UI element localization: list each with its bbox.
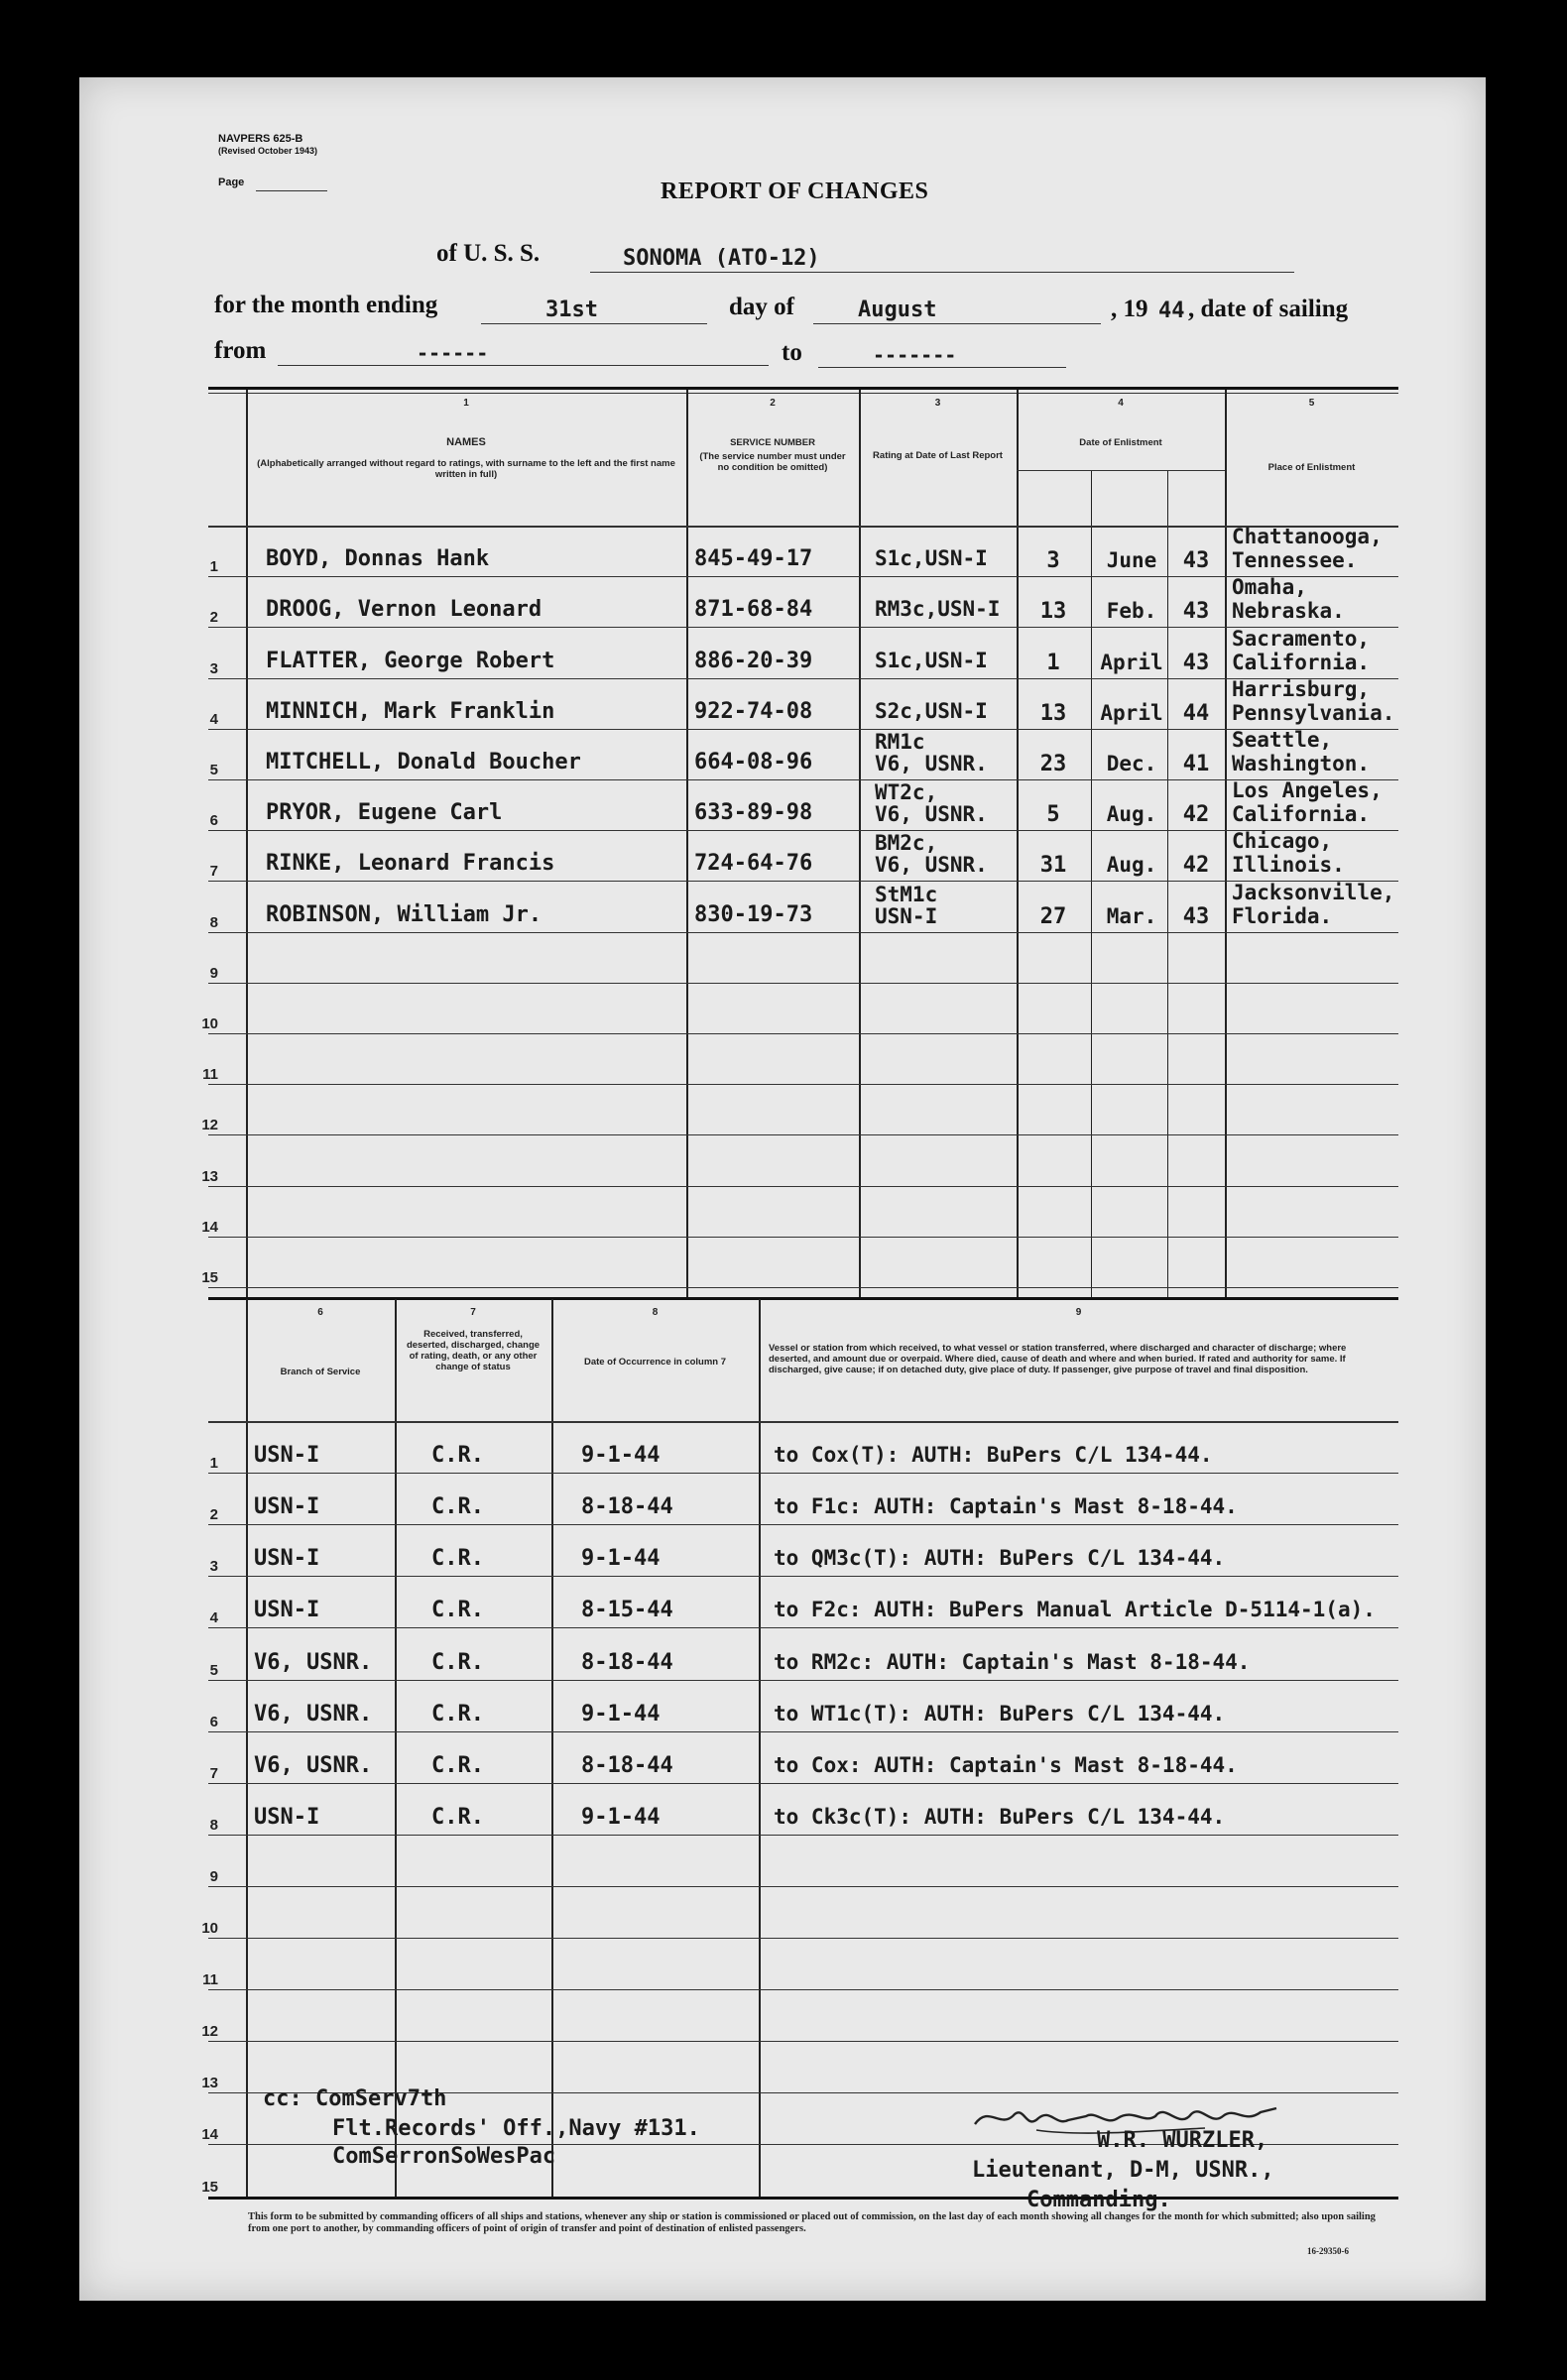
change-of-status: C.R. xyxy=(431,1546,484,1572)
col3-number: 3 xyxy=(934,398,941,409)
change-of-status: C.R. xyxy=(431,1701,484,1726)
place-line-2: Florida. xyxy=(1232,903,1333,928)
branch-of-service: USN-I xyxy=(254,1598,320,1623)
occurrence-date: 8-18-44 xyxy=(581,1494,673,1520)
service-number: 886-20-39 xyxy=(694,648,813,673)
place-line-2: Pennsylvania. xyxy=(1232,700,1395,725)
branch-of-service: USN-I xyxy=(254,1443,320,1469)
place-line-2: Washington. xyxy=(1232,752,1371,775)
enlist-day: 13 xyxy=(1039,599,1067,625)
rating-line-1: RM1c xyxy=(875,730,925,754)
service-number: 871-68-84 xyxy=(694,597,813,623)
place-line-1: Jacksonville, xyxy=(1232,880,1395,904)
remarks: to WT1c(T): AUTH: BuPers C/L 134-44. xyxy=(774,1701,1226,1726)
row-number: 9 xyxy=(209,964,218,982)
signer-rank: Lieutenant, D-M, USNR., xyxy=(972,2158,1274,2183)
page-title: REPORT OF CHANGES xyxy=(661,178,929,204)
change-of-status: C.R. xyxy=(431,1649,484,1675)
footer-instructions: This form to be submitted by commanding officers of all ships and stations, whenever any ship or station is commissioned or placed out of commission, on the last day of each month showing all changes for the month for which submitted; also upon sailing from one port to another, by commanding officers of point of origin of transfer and point of destination of enlisted passengers. xyxy=(248,2211,1376,2234)
enlist-year: 43 xyxy=(1182,650,1210,675)
enlist-month: Feb. xyxy=(1106,599,1157,624)
enlist-month: Mar. xyxy=(1106,903,1157,928)
day-of-label: day of xyxy=(729,294,794,320)
enlist-year: 42 xyxy=(1182,802,1210,828)
row-number: 8 xyxy=(209,913,218,931)
signer-title: Commanding. xyxy=(1026,2188,1171,2212)
year-value: 44 xyxy=(1158,298,1185,323)
row-number: 6 xyxy=(209,812,218,830)
row-number: 11 xyxy=(202,1066,218,1084)
remarks: to F1c: AUTH: Captain's Mast 8-18-44. xyxy=(774,1494,1238,1519)
row-number: 2 xyxy=(209,1506,218,1524)
remarks: to QM3c(T): AUTH: BuPers C/L 134-44. xyxy=(774,1546,1226,1571)
service-number-subheader: (The service number must under no condition be omitted) xyxy=(699,451,846,473)
occurrence-date: 8-18-44 xyxy=(581,1752,673,1778)
row-number: 5 xyxy=(209,1661,218,1679)
row-number: 2 xyxy=(209,609,218,627)
occurrence-date: 9-1-44 xyxy=(581,1546,661,1572)
place-line-1: Los Angeles, xyxy=(1232,778,1383,803)
place-line-1: Harrisburg, xyxy=(1232,676,1371,701)
branch-header: Branch of Service xyxy=(280,1367,361,1377)
rating: RM3c,USN-I xyxy=(875,597,1001,622)
page-label: Page xyxy=(218,177,245,188)
row-number: 8 xyxy=(209,1816,218,1834)
from-label: from xyxy=(214,337,267,364)
rating-line-2: V6, USNR. xyxy=(875,802,988,827)
enlist-year: 43 xyxy=(1182,548,1210,574)
service-number-header: SERVICE NUMBER xyxy=(730,437,815,448)
row-number: 15 xyxy=(201,1269,218,1286)
form-revised: (Revised October 1943) xyxy=(218,146,318,156)
occurrence-date-header: Date of Occurrence in column 7 xyxy=(583,1357,727,1368)
member-name: PRYOR, Eugene Carl xyxy=(266,800,503,826)
row-number: 12 xyxy=(201,2023,218,2041)
enlist-month: June xyxy=(1106,548,1157,573)
rating: S1c,USN-I xyxy=(875,546,988,571)
row-number: 1 xyxy=(209,1455,218,1473)
enlist-day: 27 xyxy=(1039,903,1067,929)
member-name: DROOG, Vernon Leonard xyxy=(266,597,542,623)
place-line-1: Omaha, xyxy=(1232,575,1307,600)
occurrence-date: 9-1-44 xyxy=(581,1804,661,1830)
cc-line-1: cc: ComServ7th xyxy=(263,2086,447,2111)
col6-number: 6 xyxy=(317,1307,323,1318)
year-prefix: , 19 xyxy=(1111,296,1148,322)
col1-number: 1 xyxy=(463,398,469,409)
row-number: 15 xyxy=(201,2178,218,2196)
enlist-year: 44 xyxy=(1182,700,1210,726)
branch-of-service: USN-I xyxy=(254,1546,320,1572)
row-number: 7 xyxy=(209,1764,218,1782)
enlist-year: 42 xyxy=(1182,853,1210,879)
of-uss-label: of U. S. S. xyxy=(436,240,541,267)
remarks: to F2c: AUTH: BuPers Manual Article D-5114-1(a). xyxy=(774,1598,1376,1622)
enlist-month: April xyxy=(1100,650,1163,674)
names-header: NAMES xyxy=(446,436,486,448)
place-line-2: California. xyxy=(1232,802,1371,827)
remarks: to Cox(T): AUTH: BuPers C/L 134-44. xyxy=(774,1443,1213,1468)
rating-line-2: V6, USNR. xyxy=(875,752,988,775)
col5-number: 5 xyxy=(1308,398,1315,409)
rating-line-1: WT2c, xyxy=(875,780,938,805)
row-number: 10 xyxy=(201,1920,218,1937)
service-number: 724-64-76 xyxy=(694,851,813,877)
change-of-status: C.R. xyxy=(431,1494,484,1520)
branch-of-service: USN-I xyxy=(254,1804,320,1830)
member-name: BOYD, Donnas Hank xyxy=(266,546,490,572)
member-name: FLATTER, George Robert xyxy=(266,648,555,673)
branch-of-service: V6, USNR. xyxy=(254,1701,373,1726)
change-of-status: C.R. xyxy=(431,1598,484,1623)
branch-of-service: USN-I xyxy=(254,1494,320,1520)
place-line-1: Seattle, xyxy=(1232,728,1333,752)
change-of-status: C.R. xyxy=(431,1443,484,1469)
col7-number: 7 xyxy=(470,1307,476,1318)
row-number: 7 xyxy=(209,863,218,881)
from-value: ------ xyxy=(417,341,489,365)
row-number: 1 xyxy=(209,558,218,576)
signer-name: W.R. WURZLER, xyxy=(1097,2128,1268,2153)
enlist-month: Aug. xyxy=(1106,853,1157,878)
enlist-day: 23 xyxy=(1039,752,1067,776)
service-number: 664-08-96 xyxy=(694,750,813,774)
col4-number: 4 xyxy=(1118,398,1124,409)
rating: S1c,USN-I xyxy=(875,648,988,672)
remarks-header: Vessel or station from which received, to what vessel or station transferred, where discharged and character of discharge; where deserted, and amount due or overpaid. Where died, cause of death and where and when buried. If rated and authority for same. If discharged, give cause; if on detached duty, give place of duty. If passenger, give purpose of travel and final disposition. xyxy=(769,1343,1347,1375)
rating-line-1: BM2c, xyxy=(875,831,938,856)
enlist-year: 43 xyxy=(1182,903,1210,929)
ship-name: SONOMA (ATO-12) xyxy=(623,246,820,271)
enlist-day: 1 xyxy=(1046,650,1060,675)
date-of-sailing-label: , date of sailing xyxy=(1188,296,1349,322)
form-code: NAVPERS 625-B xyxy=(218,133,303,145)
row-number: 13 xyxy=(201,2075,218,2092)
enlist-day: 31 xyxy=(1039,853,1067,879)
enlist-day: 5 xyxy=(1046,802,1060,828)
enlistment-place-header: Place of Enlistment xyxy=(1267,462,1356,473)
enlist-month: April xyxy=(1100,700,1163,725)
row-number: 14 xyxy=(201,1218,218,1236)
cc-line-2: Flt.Records' Off.,Navy #131. xyxy=(332,2116,700,2141)
col8-number: 8 xyxy=(652,1307,659,1318)
enlist-day: 13 xyxy=(1039,700,1067,726)
member-name: RINKE, Leonard Francis xyxy=(266,851,555,877)
branch-of-service: V6, USNR. xyxy=(254,1752,373,1778)
change-header: Received, transferred, deserted, discharged, change of rating, death, or any other change of status xyxy=(406,1329,541,1372)
rating-line-2: V6, USNR. xyxy=(875,853,988,878)
member-name: ROBINSON, William Jr. xyxy=(266,901,542,927)
service-number: 922-74-08 xyxy=(694,698,813,724)
col9-number: 9 xyxy=(1075,1307,1082,1318)
place-line-1: Chicago, xyxy=(1232,829,1333,854)
cc-line-3: ComSerronSoWesPac xyxy=(332,2144,556,2169)
remarks: to Cox: AUTH: Captain's Mast 8-18-44. xyxy=(774,1752,1238,1777)
place-line-2: Tennessee. xyxy=(1232,548,1358,573)
names-subheader: (Alphabetically arranged without regard to ratings, with surname to the left and the first name written in full) xyxy=(257,458,675,480)
to-value: ------- xyxy=(873,343,957,367)
rating-header: Rating at Date of Last Report xyxy=(873,450,1003,461)
row-number: 14 xyxy=(201,2126,218,2144)
branch-of-service: V6, USNR. xyxy=(254,1649,373,1675)
occurrence-date: 9-1-44 xyxy=(581,1443,661,1469)
row-number: 12 xyxy=(201,1117,218,1134)
enlist-year: 43 xyxy=(1182,599,1210,625)
occurrence-date: 8-18-44 xyxy=(581,1649,673,1675)
occurrence-date: 9-1-44 xyxy=(581,1701,661,1726)
place-line-2: Illinois. xyxy=(1232,853,1345,878)
change-of-status: C.R. xyxy=(431,1804,484,1830)
col2-number: 2 xyxy=(770,398,776,409)
service-number: 845-49-17 xyxy=(694,546,813,572)
month-ending-label: for the month ending xyxy=(214,292,438,318)
row-number: 11 xyxy=(202,1971,218,1989)
month-value: August xyxy=(858,298,937,322)
enlistment-date-header: Date of Enlistment xyxy=(1079,437,1162,448)
occurrence-date: 8-15-44 xyxy=(581,1598,673,1623)
place-line-1: Chattanooga, xyxy=(1232,525,1383,549)
rating-line-1: StM1c xyxy=(875,882,938,906)
enlist-day: 3 xyxy=(1046,548,1060,574)
enlist-year: 41 xyxy=(1182,752,1210,776)
remarks: to RM2c: AUTH: Captain's Mast 8-18-44. xyxy=(774,1649,1251,1674)
rating-line-2: USN-I xyxy=(875,903,938,928)
row-number: 3 xyxy=(209,1558,218,1576)
row-number: 4 xyxy=(209,710,218,728)
member-name: MITCHELL, Donald Boucher xyxy=(266,750,581,774)
day-value: 31st xyxy=(545,298,598,322)
row-number: 9 xyxy=(209,1867,218,1885)
to-label: to xyxy=(782,339,802,366)
row-number: 3 xyxy=(209,659,218,677)
row-number: 4 xyxy=(209,1609,218,1627)
place-line-2: California. xyxy=(1232,650,1371,674)
row-number: 10 xyxy=(201,1015,218,1032)
member-name: MINNICH, Mark Franklin xyxy=(266,698,555,724)
remarks: to Ck3c(T): AUTH: BuPers C/L 134-44. xyxy=(774,1804,1226,1829)
service-number: 633-89-98 xyxy=(694,800,813,826)
change-of-status: C.R. xyxy=(431,1752,484,1778)
place-line-1: Sacramento, xyxy=(1232,626,1371,651)
row-number: 5 xyxy=(209,762,218,778)
rating: S2c,USN-I xyxy=(875,698,988,723)
service-number: 830-19-73 xyxy=(694,901,813,927)
enlist-month: Dec. xyxy=(1106,752,1157,775)
form-page xyxy=(79,77,1486,2301)
place-line-2: Nebraska. xyxy=(1232,599,1345,624)
row-number: 6 xyxy=(209,1713,218,1730)
footer-code: 16-29350-6 xyxy=(1307,2246,1349,2256)
enlist-month: Aug. xyxy=(1106,802,1157,827)
row-number: 13 xyxy=(201,1167,218,1185)
